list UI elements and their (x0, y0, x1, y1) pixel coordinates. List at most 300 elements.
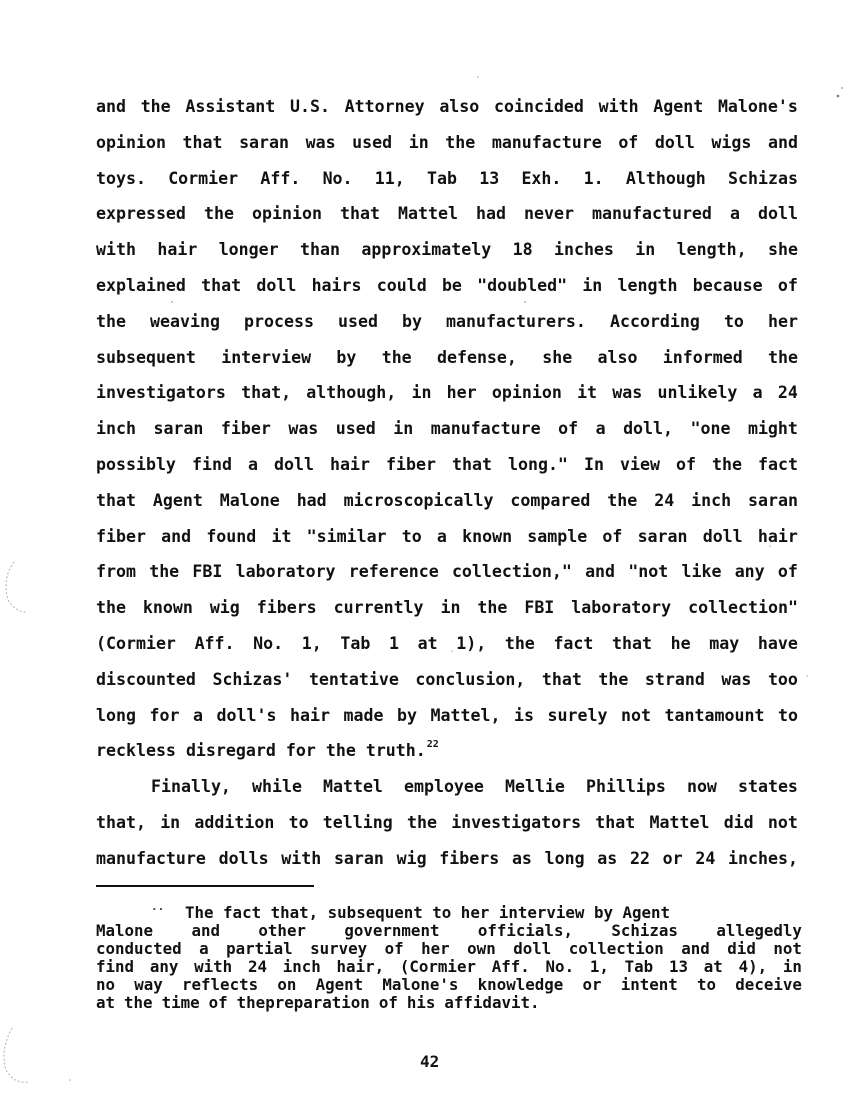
word: a (199, 939, 209, 958)
word: Malone (219, 490, 280, 510)
word: fibers (439, 848, 500, 868)
footnote-marker: ·· (151, 903, 165, 916)
word: the (96, 598, 126, 618)
word: now (686, 777, 717, 797)
word: Malone (96, 921, 154, 940)
word: she (542, 347, 573, 367)
word: Agent (315, 975, 364, 994)
word: doll (702, 526, 743, 546)
word: expressed (96, 204, 186, 224)
word: discounted (96, 669, 196, 689)
word: toys. (96, 168, 146, 188)
word: that (612, 633, 652, 653)
word: addition (194, 812, 275, 832)
word: the (149, 562, 180, 582)
word: by (402, 311, 422, 331)
word: No. (545, 957, 575, 976)
word: sample (527, 526, 588, 546)
word: inches, (728, 848, 798, 868)
word: tantamount (664, 705, 765, 725)
word: allegedly (716, 921, 802, 940)
word: inch (96, 419, 136, 439)
word: 1), (456, 633, 487, 653)
word: 18 (512, 240, 533, 260)
word: length (617, 275, 678, 295)
word: "not (628, 562, 669, 582)
word: Mattel (322, 777, 383, 797)
word: "one (690, 419, 731, 439)
word: could (376, 275, 427, 295)
word: doll, (623, 419, 674, 439)
word: compared (510, 490, 591, 510)
word: of (777, 562, 798, 582)
word: wig (396, 848, 427, 868)
page-number: 42 (420, 1052, 440, 1071)
word: the (203, 204, 234, 224)
word: Assistant (185, 97, 276, 116)
word: long (96, 705, 136, 725)
body-line (96, 375, 798, 411)
word: the (140, 97, 171, 116)
word: In (583, 454, 604, 474)
word: used (352, 132, 393, 152)
word: a (595, 419, 606, 439)
word: as (597, 848, 618, 868)
word: knowledge (477, 975, 564, 994)
word: the (598, 669, 629, 689)
word: might (747, 419, 798, 439)
footnote-line (96, 922, 802, 940)
word: too (767, 669, 798, 689)
word: doll (274, 454, 314, 474)
word: the (381, 347, 412, 367)
word: long (544, 848, 585, 868)
word: Tab (624, 957, 654, 976)
word: conducted (96, 939, 182, 958)
word: fiber (220, 419, 271, 439)
word: in (411, 383, 432, 403)
word: reflects (182, 975, 259, 994)
word: was (721, 669, 752, 689)
word: by (397, 705, 418, 725)
body-line (96, 447, 798, 483)
word: she (767, 240, 798, 260)
word: in (635, 240, 656, 260)
word: inch (282, 957, 321, 976)
word: fiber (386, 454, 436, 474)
word: was (612, 383, 643, 403)
word: 22 (629, 848, 650, 868)
word: was (288, 419, 319, 439)
word: may (709, 633, 740, 653)
word: Agent (152, 490, 203, 510)
word: employee (403, 777, 484, 797)
word: way (134, 975, 163, 994)
word: "similar (306, 526, 387, 546)
word: her (767, 311, 798, 331)
word: that (595, 812, 636, 832)
word: that, (241, 383, 292, 403)
word: the (712, 454, 742, 474)
word: (Cormier (399, 957, 476, 976)
word: inches (553, 240, 614, 260)
body-line (96, 519, 798, 555)
word: intent (620, 975, 678, 994)
word: any (734, 562, 765, 582)
word: Schizas (611, 921, 678, 940)
word: tentative (308, 669, 399, 689)
word: because (692, 275, 763, 295)
footnote-line (96, 976, 802, 994)
word: hair (157, 240, 198, 260)
body-line (96, 232, 798, 268)
word: Aff. (260, 168, 301, 188)
word: or (582, 975, 602, 994)
word: her (421, 939, 450, 958)
word: find (191, 454, 232, 474)
word: of (208, 993, 228, 1012)
word: opinion (96, 132, 166, 152)
word: doll (513, 939, 552, 958)
word: collection (568, 939, 664, 958)
word: Phillips (585, 777, 666, 797)
footnote-line-first (96, 904, 802, 922)
body-line (96, 769, 798, 805)
word: other (258, 921, 306, 940)
word: with (96, 240, 136, 260)
word: and (191, 921, 221, 940)
word: of (777, 275, 798, 295)
word: not (773, 939, 802, 958)
word: Malone's (717, 97, 798, 116)
word: coincided (493, 97, 584, 116)
word: saran (748, 490, 798, 510)
word: own (467, 939, 496, 958)
word: doll (758, 204, 798, 224)
body-line (96, 268, 798, 304)
word: 13 (479, 168, 500, 188)
word: her (446, 383, 477, 403)
word: telling (322, 812, 393, 832)
word: in (782, 957, 802, 976)
word: find (96, 957, 135, 976)
word: known (142, 598, 193, 618)
word: fibers (256, 598, 317, 618)
word: to (777, 705, 798, 725)
word: informed (662, 347, 743, 367)
word: opinion (491, 383, 562, 403)
word: manufacture (430, 419, 541, 439)
word: as (511, 848, 532, 868)
word: currently (333, 598, 424, 618)
word: 11, (374, 168, 405, 188)
word: doll's (216, 705, 277, 725)
word: Mattel (398, 204, 458, 224)
word: by (336, 347, 357, 367)
word: that (182, 132, 223, 152)
word: to (723, 311, 744, 331)
word: conclusion, (415, 669, 526, 689)
word: a (752, 383, 763, 403)
word: surely (547, 705, 608, 725)
word: No. (253, 633, 284, 653)
word: used (338, 311, 378, 331)
word: a (193, 705, 204, 725)
footnote-text: The fact that, subsequent to her interview by Agent (185, 903, 671, 922)
word: "doubled" (477, 275, 568, 295)
word: have (757, 633, 798, 653)
word: laboratory (235, 562, 336, 582)
word: dolls (218, 848, 269, 868)
word: 24 (777, 383, 798, 403)
word: fiber (96, 526, 146, 546)
word: Aff. (491, 957, 530, 976)
word: thepreparation (236, 993, 370, 1012)
word: U.S. (290, 97, 330, 116)
word: reference (348, 562, 439, 582)
word: found (206, 526, 257, 546)
word: never (524, 204, 574, 224)
body-line (96, 841, 798, 877)
word: did (727, 939, 756, 958)
word: that (96, 490, 136, 510)
word: FBI (524, 598, 555, 618)
word: of (384, 939, 404, 958)
word: it (271, 526, 292, 546)
word: at (703, 957, 723, 976)
word: partial (226, 939, 293, 958)
word: saran (333, 848, 384, 868)
word: saran (637, 526, 688, 546)
word: Finally, (151, 777, 231, 797)
word: 1, (589, 957, 609, 976)
body-line (96, 340, 798, 376)
word: also (597, 347, 638, 367)
word: According (609, 311, 700, 331)
body-text (96, 89, 798, 877)
word: used (335, 419, 376, 439)
word: time (161, 993, 200, 1012)
word: possibly (96, 454, 176, 474)
word: his (406, 993, 436, 1012)
word: manufacturers. (446, 311, 586, 331)
word: with (598, 97, 639, 116)
word: Tab (427, 168, 457, 188)
footnote-22 (96, 904, 802, 1012)
word: disregard (185, 741, 276, 761)
word: affidavit. (444, 993, 540, 1012)
word: of (558, 419, 579, 439)
word: Schizas' (212, 669, 293, 689)
word: and (96, 97, 126, 116)
word: known (462, 526, 513, 546)
footnote-divider (96, 885, 314, 887)
body-line (96, 196, 798, 232)
word: he (670, 633, 691, 653)
word: and (767, 132, 798, 152)
word: also (439, 97, 480, 116)
word: process (244, 311, 314, 331)
word: any (149, 957, 179, 976)
word: strand (644, 669, 705, 689)
word: manufacture (96, 848, 206, 868)
word: did (723, 812, 754, 832)
word: saran (153, 419, 204, 439)
word: the (96, 311, 126, 331)
word: 24 (247, 957, 267, 976)
word: like (681, 562, 722, 582)
body-line (96, 590, 798, 626)
word: that (201, 275, 242, 295)
word: hair, (336, 957, 385, 976)
word: in (393, 419, 414, 439)
word: Cormier (168, 168, 239, 188)
word: in (582, 275, 603, 295)
word: that (339, 204, 380, 224)
word: Schizas (728, 168, 798, 188)
word: No. (322, 168, 353, 188)
body-line-last (96, 733, 798, 769)
word: with (194, 957, 233, 976)
word: 13 (668, 957, 688, 976)
body-line (96, 304, 798, 340)
word: longer (218, 240, 279, 260)
footnote-line-last (96, 994, 802, 1012)
word: 1, (301, 633, 322, 653)
word: at (96, 993, 116, 1012)
word: approximately (361, 240, 492, 260)
word: 4), (738, 957, 768, 976)
word: inch (691, 490, 732, 510)
word: fact (758, 454, 798, 474)
word: of (602, 526, 623, 546)
word: Agent (653, 97, 704, 116)
word: and (585, 562, 616, 582)
word: it (577, 383, 598, 403)
word: to (401, 526, 422, 546)
word: that, (96, 812, 146, 832)
word: 24 (695, 848, 716, 868)
word: the (607, 490, 638, 510)
word: subsequent (96, 347, 196, 367)
word: for (149, 705, 180, 725)
word: unlikely (657, 383, 738, 403)
word: Mattel (649, 812, 710, 832)
word: manufacture (491, 132, 602, 152)
word: wig (209, 598, 240, 618)
word: for (285, 741, 316, 761)
word: hair (330, 454, 370, 474)
word: deceive (735, 975, 802, 994)
word: (Cormier (96, 633, 176, 653)
word: not (621, 705, 651, 725)
body-line (96, 89, 798, 125)
word: Aff. (194, 633, 235, 653)
word: of (378, 993, 398, 1012)
word: of (675, 454, 696, 474)
word: while (251, 777, 302, 797)
word: long." (507, 454, 568, 474)
word: from (96, 562, 136, 582)
word: doll (654, 132, 695, 152)
body-line (96, 698, 798, 734)
word: hair (757, 526, 798, 546)
word: microscopically (343, 490, 494, 510)
word: explained (96, 275, 186, 295)
word: reckless (96, 741, 176, 761)
word: 1. (583, 168, 604, 188)
word: FBI (192, 562, 223, 582)
footnote-line (96, 940, 802, 958)
word: was (305, 132, 336, 152)
body-line (96, 125, 798, 161)
word: defense, (436, 347, 517, 367)
word: opinion (252, 204, 322, 224)
word: 24 (654, 490, 675, 510)
word: the (445, 132, 476, 152)
word: states (737, 777, 798, 797)
body-line (96, 662, 798, 698)
word: that (541, 669, 582, 689)
word: Malone's (382, 975, 459, 994)
word: be (441, 275, 462, 295)
word: on (277, 975, 297, 994)
word: collection," (451, 562, 572, 582)
word: manufactured (592, 204, 712, 224)
word: Although (625, 168, 706, 188)
word: to (288, 812, 309, 832)
word: the (406, 812, 437, 832)
word: had (296, 490, 327, 510)
word: although, (306, 383, 397, 403)
word: than (300, 240, 340, 260)
word: length, (676, 240, 747, 260)
word: fact (553, 633, 594, 653)
word: wigs (711, 132, 752, 152)
word: saran (239, 132, 290, 152)
word: officials, (477, 921, 573, 940)
body-line (96, 411, 798, 447)
word: with (281, 848, 322, 868)
body-line (96, 805, 798, 841)
word: the (768, 347, 798, 367)
word: laboratory (571, 598, 672, 618)
word: survey (310, 939, 368, 958)
word: in (160, 812, 181, 832)
word: had (476, 204, 506, 224)
word: in (440, 598, 461, 618)
word: Tab (340, 633, 371, 653)
word: investigators (96, 383, 226, 403)
word: the (504, 633, 535, 653)
word: made (343, 705, 384, 725)
word: no (96, 975, 116, 994)
word: weaving (150, 311, 220, 331)
word: Exh. (521, 168, 562, 188)
word: the (325, 741, 356, 761)
word: and (161, 526, 192, 546)
word: Attorney (344, 97, 425, 116)
word: view (619, 454, 660, 474)
word: doll (256, 275, 297, 295)
word: collection" (688, 598, 798, 618)
word: the (477, 598, 508, 618)
word: 1 (388, 633, 399, 653)
word: at (417, 633, 438, 653)
body-line (96, 161, 798, 197)
word: or (662, 848, 683, 868)
word: hair (290, 705, 330, 725)
